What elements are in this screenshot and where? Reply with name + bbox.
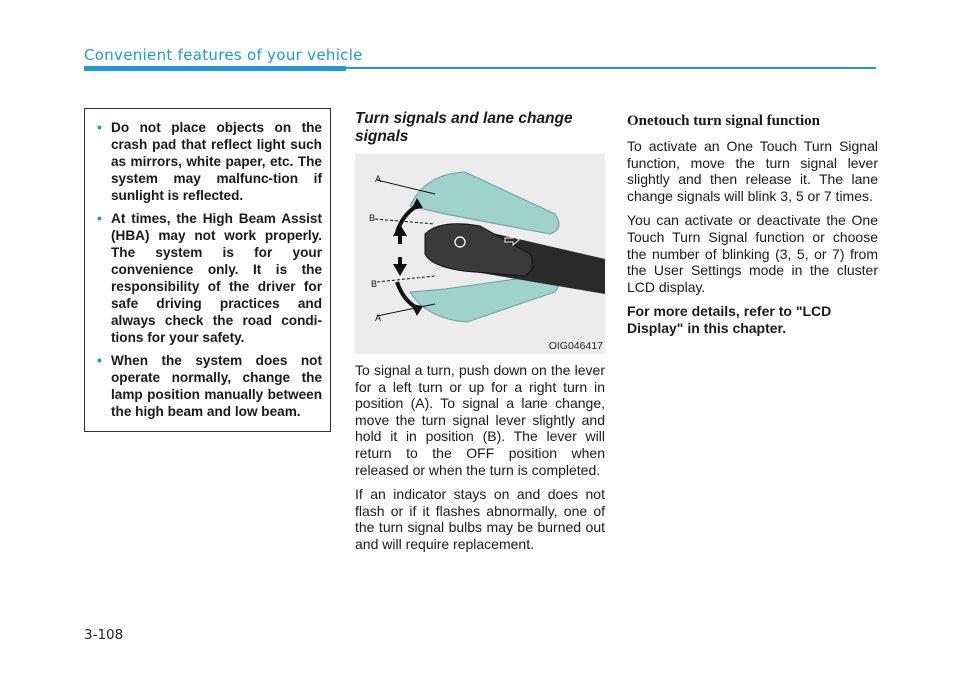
caution-text: Do not place objects on the crash pad that reflect light such as mirrors, white paper, etc. The system may malfunc-tion if sunlight is reflected. <box>111 120 322 203</box>
caution-item <box>97 210 322 346</box>
bullet-icon: • <box>97 119 102 135</box>
turn-signals-paragraph: If an indicator stays on and does not flash or if it flashes abnormally, one of the turn signal bulbs may be burned out and will require replacement. <box>355 486 605 552</box>
onetouch-title: Onetouch turn signal function <box>627 113 820 129</box>
label-b-top: B <box>369 213 376 223</box>
bullet-icon: • <box>97 352 102 368</box>
bullet-icon: • <box>97 210 102 226</box>
header-rule <box>346 67 876 69</box>
turn-signals-section <box>355 110 605 561</box>
page-number: 3-108 <box>84 627 124 643</box>
caution-item <box>97 119 322 204</box>
label-a-top: A <box>375 174 382 184</box>
header-accent-bar <box>84 66 346 71</box>
lever-illustration <box>355 154 605 354</box>
turn-signals-paragraph: To signal a turn, push down on the lever for a left turn or up for a right turn in position (A). To signal a lane change, move the turn signal lever slightly and hold it in position (B). The lever will return to the OFF position when released or when the turn is completed. <box>355 362 605 478</box>
caution-text: At times, the High Beam Assist (HBA) may not work properly. The system is for your convenience only. It is the responsibility of the driver for safe driving practices and always check the road condi-tions for your safety. <box>111 211 322 345</box>
turn-signal-lever-figure <box>355 154 605 354</box>
onetouch-note: For more details, refer to "LCD Display" in this chapter. <box>627 303 832 336</box>
turn-signals-title: Turn signals and lane change signals <box>355 110 573 145</box>
onetouch-paragraph: You can activate or deactivate the One Touch Turn Signal function or choose the number of blinking (3, 5, or 7) from the User Settings mode in the cluster LCD display. <box>627 212 878 295</box>
section-header: Convenient features of your vehicle <box>84 46 363 64</box>
caution-box <box>84 108 331 432</box>
label-a-bottom: A <box>375 313 382 323</box>
caution-text: When the system does not operate normally, change the lamp position manually between the high beam and low beam. <box>111 353 322 419</box>
figure-code: OIG046417 <box>548 340 603 352</box>
label-b-bottom: B <box>371 279 378 289</box>
caution-item <box>97 352 322 420</box>
onetouch-paragraph: To activate an One Touch Turn Signal function, move the turn signal lever slightly and then release it. The lane change signals will blink 3, 5 or 7 times. <box>627 138 878 204</box>
onetouch-section <box>627 113 878 337</box>
